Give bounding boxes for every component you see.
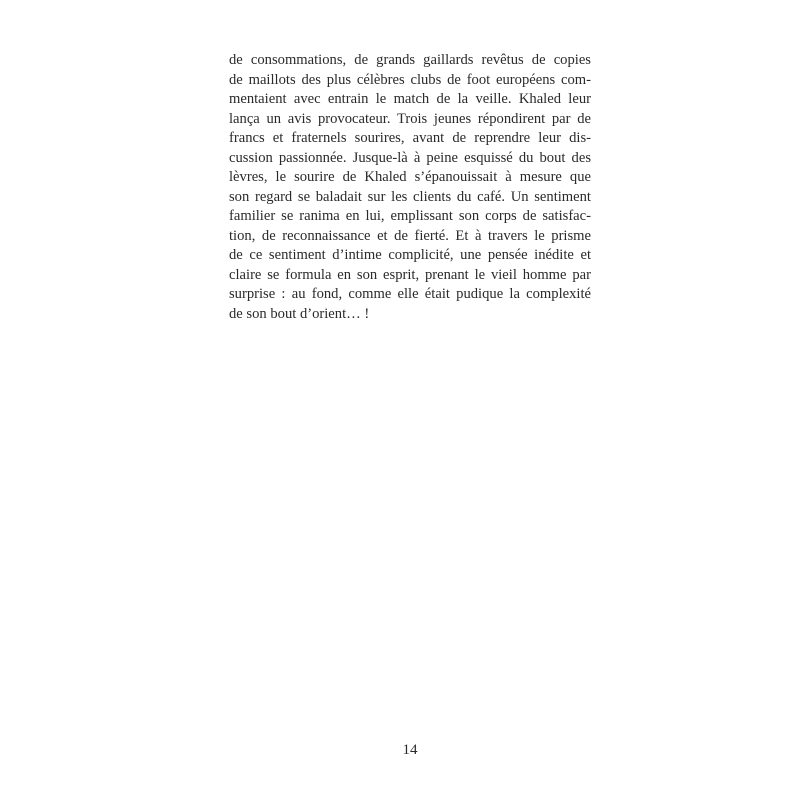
text-line: de consommations, de grands gaillards revêtus de copies (229, 52, 591, 68)
text-line: surprise : au fond, comme elle était pudique la complexité (229, 286, 591, 302)
text-line: de ce sentiment d’intime complicité, une pensée inédite et (229, 247, 591, 263)
text-line: francs et fraternels sourires, avant de reprendre leur dis- (229, 130, 591, 146)
page-number: 14 (402, 742, 418, 758)
text-line: de maillots des plus célèbres clubs de foot européens com- (229, 71, 591, 88)
text-line: mentaient avec entrain le match de la veille. Khaled leur (229, 91, 591, 107)
text-line: familier se ranima en lui, emplissant son corps de satisfac- (229, 208, 591, 224)
text-line-last: de son bout d’orient… ! (229, 305, 370, 322)
text-line: lèvres, le sourire de Khaled s’épanouissait à mesure que (229, 169, 591, 185)
text-line: claire se formula en son esprit, prenant le vieil homme par (229, 266, 591, 283)
text-line: lança un avis provocateur. Trois jeunes répondirent par de (229, 110, 591, 127)
text-line: son regard se baladait sur les clients du café. Un sentiment (229, 188, 591, 205)
body-paragraph (229, 51, 591, 324)
text-line: cussion passionnée. Jusque-là à peine esquissé du bout des (229, 149, 591, 166)
text-line: tion, de reconnaissance et de fierté. Et à travers le prisme (229, 227, 591, 244)
